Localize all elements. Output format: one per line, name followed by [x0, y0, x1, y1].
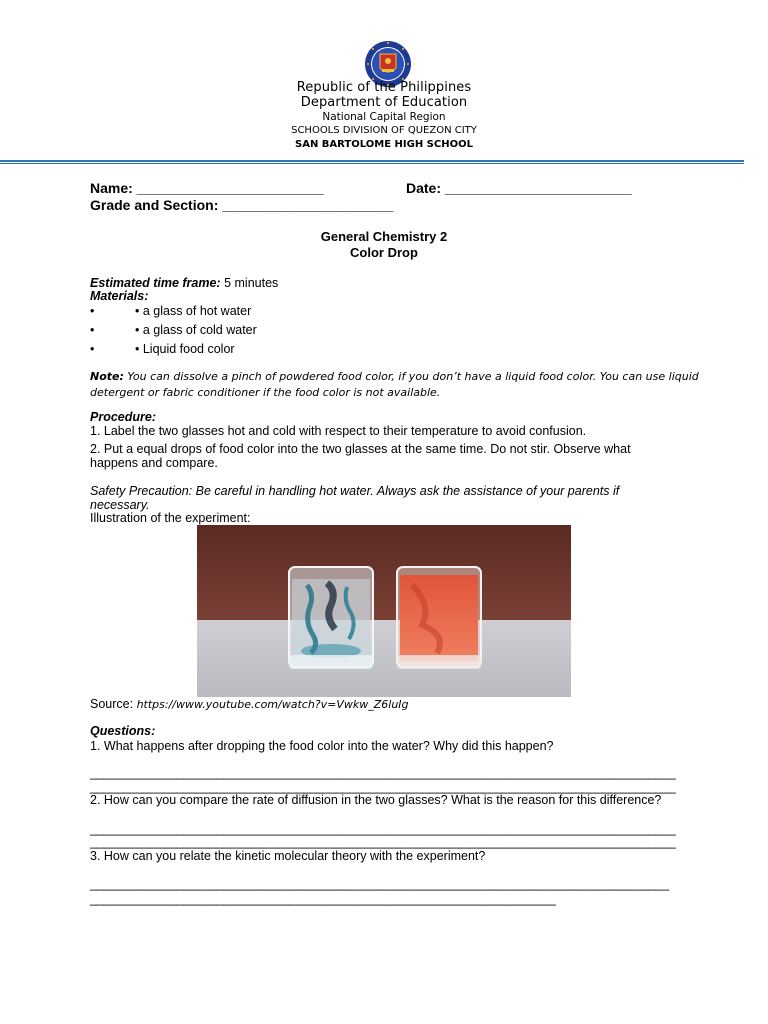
- header-divider-thin: [0, 163, 744, 164]
- material-item: • Liquid food color: [135, 342, 235, 356]
- subject-title: General Chemistry 2: [320, 229, 448, 244]
- grade-section-field: Grade and Section: ______________________: [90, 197, 394, 213]
- procedure-step-1: 1. Label the two glasses hot and cold with respect to their temperature to avoid confusion.: [90, 424, 587, 438]
- illustration-label: Illustration of the experiment:: [90, 511, 251, 525]
- source-url-link[interactable]: https://www.youtube.com/watch?v=Vwkw_Z6luIg: [136, 698, 409, 711]
- procedure-step-2: 2. Put a equal drops of food color into the two glasses at the same time. Do not stir. Observe what: [90, 442, 631, 456]
- material-item: • a glass of cold water: [135, 323, 257, 337]
- question-2: 2. How can you compare the rate of diffusion in the two glasses? What is the reason for this difference?: [90, 793, 662, 807]
- division-heading: SCHOOLS DIVISION OF QUEZON CITY: [291, 125, 477, 136]
- date-field: Date: ________________________: [406, 180, 632, 196]
- republic-heading: Republic of the Philippines: [296, 80, 472, 95]
- answer-line[interactable]: ________________________________________________________________________________________: [90, 766, 676, 780]
- procedure-step-2-cont: happens and compare.: [90, 456, 218, 470]
- time-frame: [90, 276, 278, 290]
- answer-line[interactable]: _______________________________________________________________________________________: [90, 877, 669, 891]
- activity-title: Color Drop: [350, 245, 418, 260]
- materials-label: Materials:: [90, 289, 149, 303]
- time-frame-label: Estimated time frame:: [90, 276, 221, 290]
- source-line: [90, 695, 409, 713]
- question-3: 3. How can you relate the kinetic molecular theory with the experiment?: [90, 849, 486, 863]
- safety-precaution-cont: necessary.: [90, 498, 150, 512]
- answer-line[interactable]: ______________________________________________________________________: [90, 892, 556, 906]
- source-label: Source:: [90, 697, 137, 711]
- material-item: • a glass of hot water: [135, 304, 252, 318]
- question-1: 1. What happens after dropping the food color into the water? Why did this happen?: [90, 739, 554, 753]
- school-heading: SAN BARTOLOME HIGH SCHOOL: [295, 139, 473, 150]
- answer-line[interactable]: ________________________________________________________________________________________: [90, 822, 676, 836]
- note-line2: detergent or fabric conditioner if the food color is not available.: [90, 386, 441, 399]
- questions-label: Questions:: [90, 724, 156, 738]
- answer-line[interactable]: ________________________________________________________________________________________: [90, 835, 676, 849]
- name-field: Name: ________________________: [90, 180, 324, 196]
- procedure-label: Procedure:: [90, 410, 156, 424]
- note-label: Note:: [90, 370, 124, 383]
- note-text: You can dissolve a pinch of powdered food color, if you don’t have a liquid food color. You can use liquid: [123, 370, 699, 383]
- time-frame-value: 5 minutes: [220, 276, 279, 290]
- note-line1: [90, 369, 699, 385]
- bullet-marker: •: [90, 323, 95, 337]
- safety-precaution: Safety Precaution: Be careful in handling hot water. Always ask the assistance of your parents if: [90, 484, 620, 498]
- bullet-marker: •: [90, 342, 95, 356]
- answer-line[interactable]: ________________________________________________________________________________________: [90, 780, 676, 794]
- department-heading: Department of Education: [300, 95, 468, 110]
- region-heading: National Capital Region: [322, 111, 446, 123]
- header-divider: [0, 160, 744, 162]
- experiment-photo: [197, 525, 571, 697]
- bullet-marker: •: [90, 304, 95, 318]
